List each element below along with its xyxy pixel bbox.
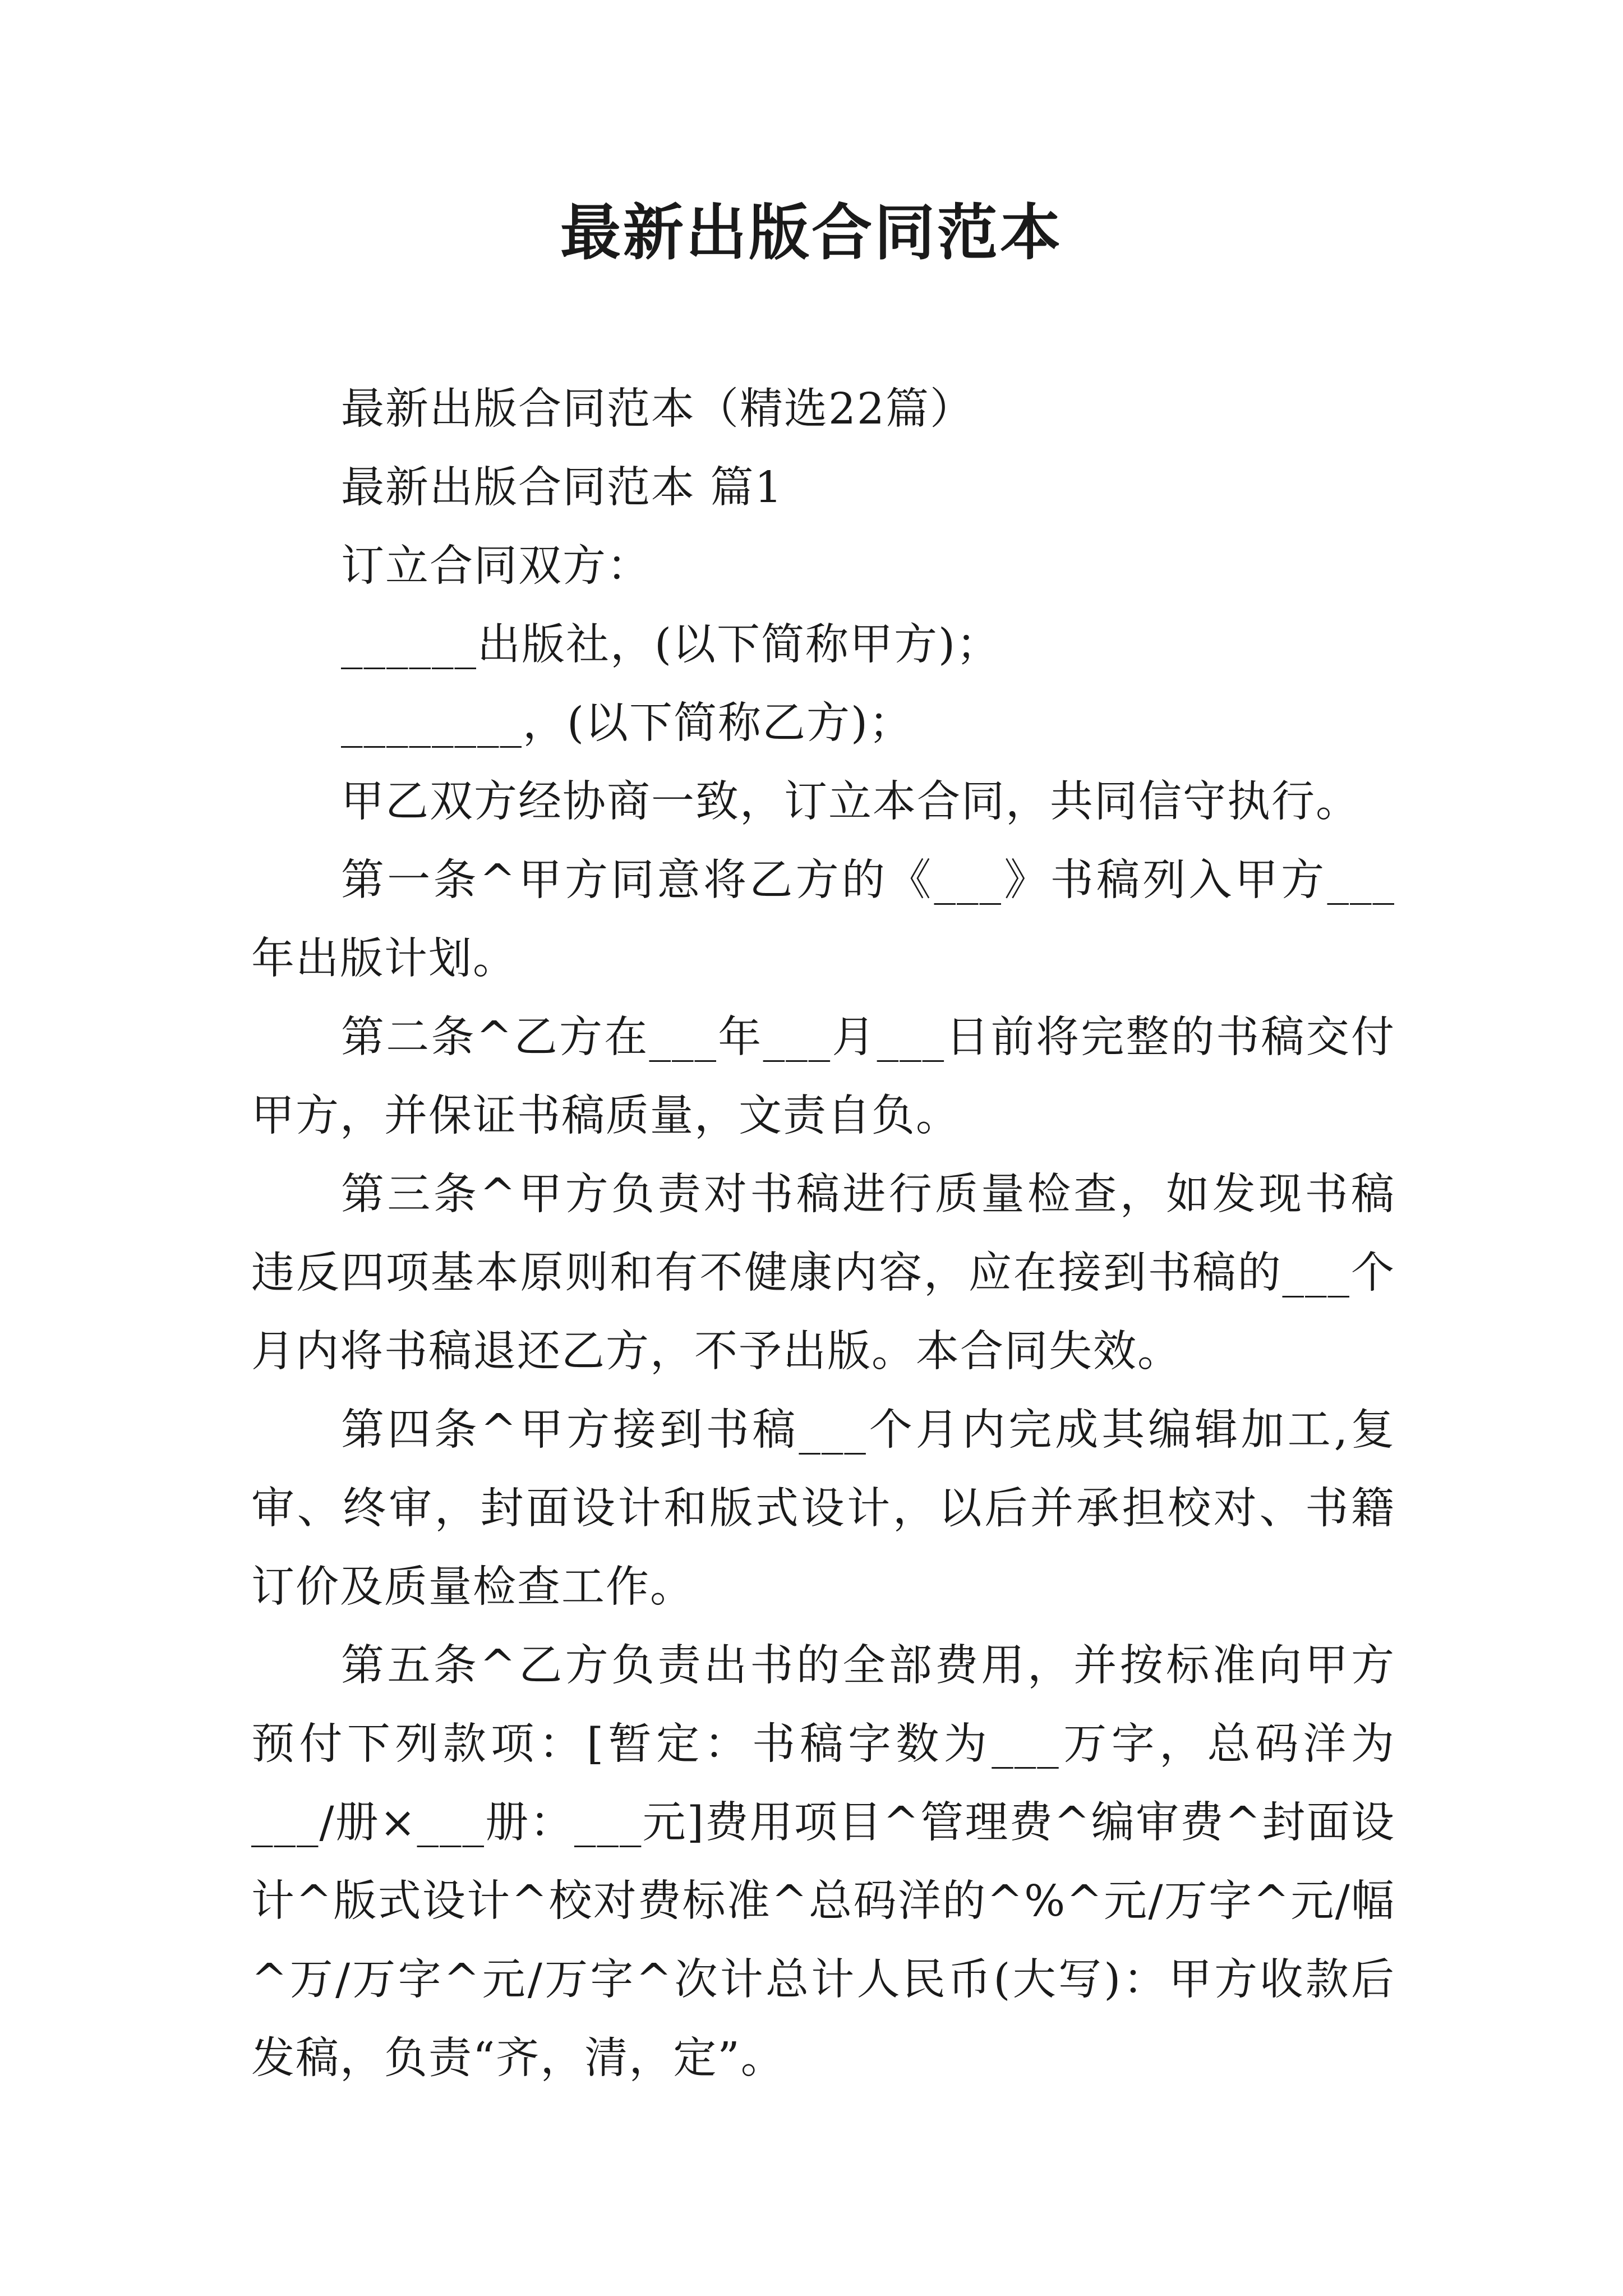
article-5: 第五条^乙方负责出书的全部费用，并按标准向甲方预付下列款项：[暂定：书稿字数为___万字，总码洋为___/册×___册：___元]费用项目^管理费^编审费^封面设计^版式设计^校对费标准^总码洋的^%^元/万字^元/幅^万/万字^元/万字^次计总计人民币(大写)：甲方收款后发稿，负责“齐，清，定”。 [251,1641,1395,2083]
party-b-line: ________，(以下简称乙方)； [341,698,914,748]
document-title: 最新出版合同范本 [560,197,1063,268]
party-a-line: ______出版社，(以下简称甲方)； [341,620,1001,670]
article-4: 第四条^甲方接到书稿___个月内完成其编辑加工,复审、终审，封面设计和版式设计，以后并承担校对、书籍订价及质量检查工作。 [251,1405,1395,1612]
article-3: 第三条^甲方负责对书稿进行质量检查，如发现书稿违反四项基本原则和有不健康内容，应在接到书稿的___个月内将书稿退还乙方，不予出版。本合同失效。 [251,1170,1395,1377]
agreement-intro: 甲乙双方经协商一致，订立本合同，共同信守执行。 [341,777,1360,827]
subtitle-paragraph: 最新出版合同范本（精选22篇） [341,384,974,434]
parties-heading: 订立合同双方： [341,541,651,591]
article-1: 第一条^甲方同意将乙方的《___》书稿列入甲方___年出版计划。 [251,855,1395,984]
document-body [251,370,1395,2098]
section-heading: 最新出版合同范本 篇1 [341,463,783,513]
article-2: 第二条^乙方在___年___月___日前将完整的书稿交付甲方，并保证书稿质量，文责自负。 [251,1013,1395,1141]
